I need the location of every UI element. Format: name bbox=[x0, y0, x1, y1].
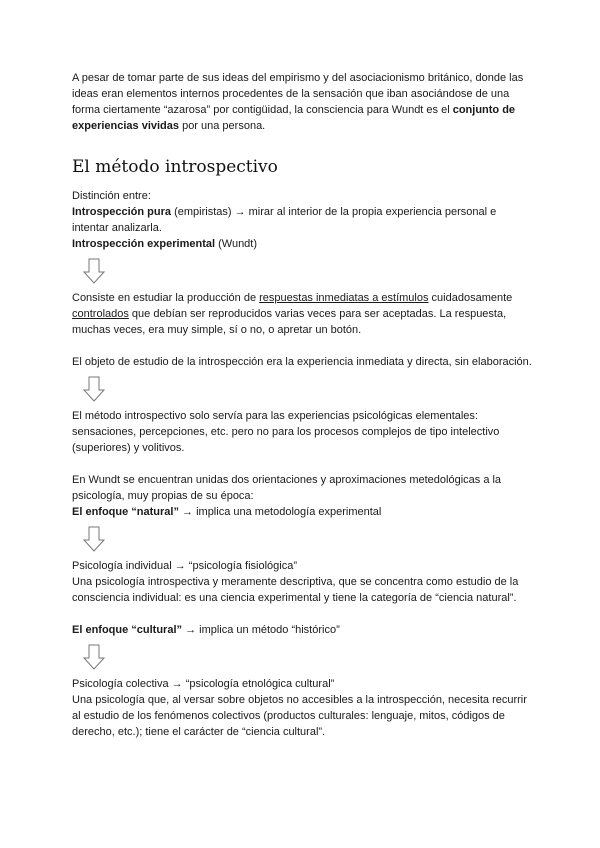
introspeccion-experimental bbox=[72, 236, 532, 252]
consiste-paragraph bbox=[72, 290, 532, 338]
cultural-paragraph bbox=[72, 622, 532, 638]
natural-bold: El enfoque “natural” bbox=[72, 506, 179, 518]
intro-text: A pesar de tomar parte de sus ideas del empirismo y del asociacionismo británico, donde las ideas eran elementos internos procedentes de la sensación que iban asociándose de una forma ciertamente “azarosa” por contigüidad, la consciencia para Wundt es el bbox=[72, 72, 524, 116]
objeto-paragraph: El objeto de estudio de la introspección era la experiencia inmediata y directa, sin elaboración. bbox=[72, 356, 532, 368]
enfoque-natural bbox=[72, 504, 532, 520]
individual-paragraph bbox=[72, 558, 532, 606]
down-arrow-icon bbox=[82, 376, 106, 402]
natural-text: → implica una metodología experimental bbox=[178, 506, 382, 518]
consiste-text-2: cuidadosamente bbox=[428, 292, 513, 304]
intro-bold: conjunto de experiencias vividas bbox=[72, 104, 516, 132]
individual-title: Psicología individual → “psicología fisiológica” bbox=[72, 560, 298, 572]
down-arrow-icon bbox=[82, 258, 106, 284]
intro-paragraph bbox=[72, 70, 532, 134]
cultural-bold: El enfoque “cultural” bbox=[72, 624, 183, 636]
pura-text: (empiristas) → mirar al interior de la propia experiencia personal e intentar analizarla. bbox=[72, 206, 497, 234]
consiste-text: Consiste en estudiar la producción de bbox=[72, 292, 260, 304]
consiste-text-3: que debían ser reproducidos varias veces para ser aceptadas. La respuesta, muchas veces, era muy simple, sí o no, o apretar un botón. bbox=[72, 308, 507, 336]
exp-bold: Introspección experimental bbox=[72, 238, 216, 250]
introspeccion-pura bbox=[72, 204, 532, 236]
exp-text: (Wundt) bbox=[215, 238, 258, 250]
wundt-paragraph bbox=[72, 472, 532, 520]
wundt-text: En Wundt se encuentran unidas dos orientaciones y aproximaciones metedológicas a la psicología, muy propias de su época: bbox=[72, 474, 502, 502]
down-arrow-icon bbox=[82, 526, 106, 552]
metodo-paragraph: El método introspectivo solo servía para las experiencias psicológicas elementales: sensaciones, percepciones, etc. pero no para los procesos complejos de tipo intelectivo (superiores) y volitivos. bbox=[72, 410, 500, 454]
pura-bold: Introspección pura bbox=[72, 206, 172, 218]
respuestas-underline: respuestas inmediatas a estímulos bbox=[259, 292, 429, 304]
cultural-text: → implica un método “histórico” bbox=[182, 624, 340, 636]
controlados-underline: controlados bbox=[72, 308, 129, 320]
down-arrow-icon bbox=[82, 644, 106, 670]
document-page bbox=[72, 70, 532, 740]
section-heading: El método introspectivo bbox=[72, 157, 278, 177]
intro-text-end: por una persona. bbox=[179, 120, 266, 132]
individual-text: Una psicología introspectiva y meramente descriptiva, que se concentra como estudio de la consciencia individual: es una ciencia experimental y tiene la categoría de “ciencia natural”. bbox=[72, 576, 519, 604]
colectiva-paragraph bbox=[72, 676, 532, 740]
colectiva-title: Psicología colectiva → “psicología etnológica cultural” bbox=[72, 678, 335, 690]
distincion-paragraph bbox=[72, 188, 532, 252]
distincion-label: Distinción entre: bbox=[72, 190, 151, 202]
colectiva-text: Una psicología que, al versar sobre objetos no accesibles a la introspección, necesita recurrir al estudio de los fenómenos colectivos (productos culturales: lenguaje, mitos, códigos de derecho, etc.); tiene el carácter de “ciencia cultural”. bbox=[72, 694, 527, 738]
